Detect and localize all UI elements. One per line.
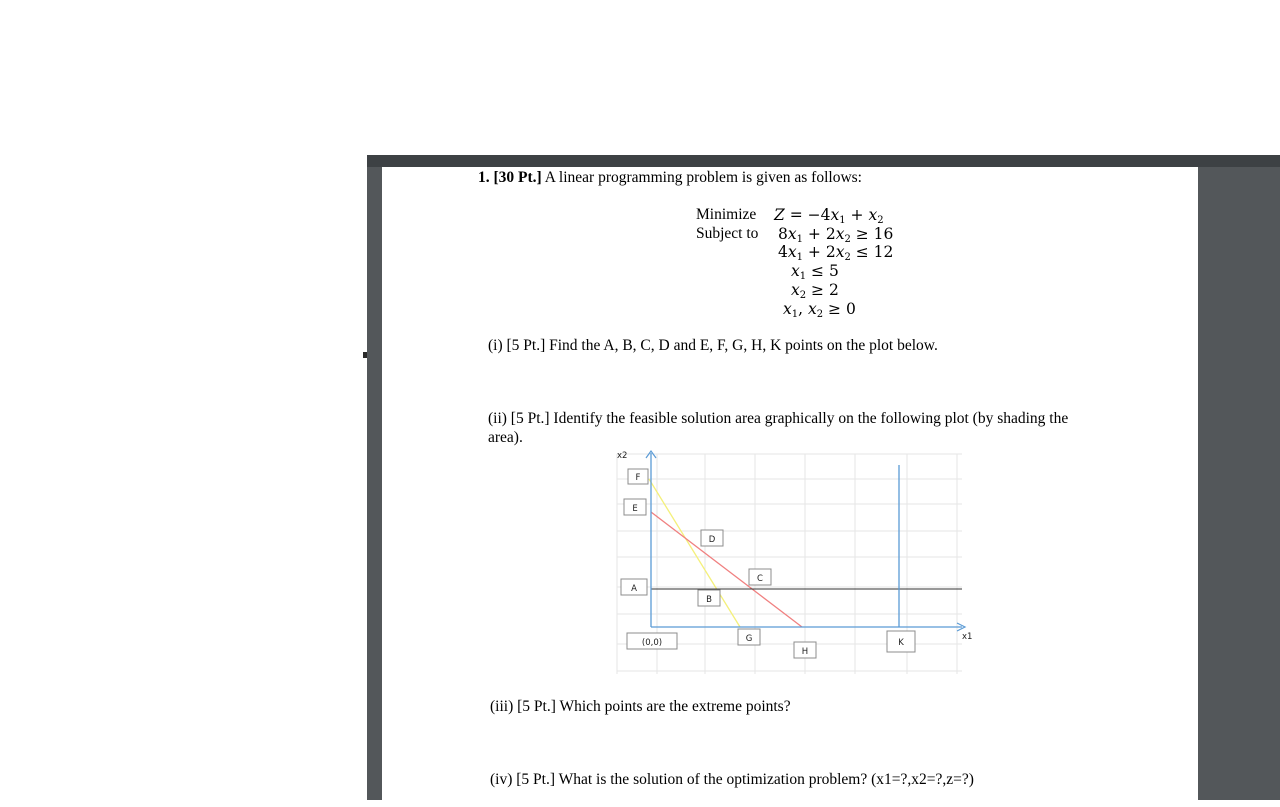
subject-to-label: Subject to	[696, 225, 759, 242]
svg-text:E: E	[632, 504, 638, 514]
constraint-3: $x_1 \le 5$	[791, 262, 839, 282]
svg-text:G: G	[745, 634, 753, 644]
point-label-d	[701, 530, 723, 546]
question-ii-line1: (ii) [5 Pt.] Identify the feasible solution area graphically on the following plot (by shading the	[488, 410, 1069, 427]
constraint-5: $x_1$, $x_2 \ge 0$	[783, 300, 856, 320]
objective-function: $Z = -4x_1 + x_2$	[774, 206, 884, 226]
problem-text: A linear programming problem is given as follows:	[541, 169, 862, 186]
svg-text:A: A	[631, 584, 637, 594]
point-label-k	[887, 631, 915, 652]
y-axis-label: x2	[617, 451, 628, 461]
pdf-viewer[interactable]	[367, 155, 1280, 800]
svg-text:K: K	[898, 638, 904, 648]
x-axis-label: x1	[962, 632, 973, 642]
point-label-c	[749, 569, 771, 585]
constraint-4: $x_2 \ge 2$	[791, 281, 839, 301]
question-iv: (iv) [5 Pt.] What is the solution of the optimization problem? (x1=?,x2=?,z=?)	[490, 771, 974, 788]
point-label-h	[794, 642, 816, 658]
svg-text:D: D	[708, 535, 716, 545]
question-i: (i) [5 Pt.] Find the A, B, C, D and E, F, G, H, K points on the plot below.	[488, 337, 938, 354]
svg-text:B: B	[706, 595, 712, 605]
problem-points: [30 Pt.]	[493, 169, 542, 186]
svg-text:C: C	[757, 574, 763, 584]
problem-heading	[478, 169, 862, 187]
viewer-top-bar	[367, 155, 1280, 167]
yellow-constraint-line	[649, 479, 740, 627]
constraint-1: $8x_1 + 2x_2 \ge 16$	[778, 225, 894, 245]
minimize-label: Minimize	[696, 206, 757, 223]
point-label-f	[628, 469, 648, 484]
point-label-g	[738, 629, 760, 645]
lp-plot	[607, 449, 973, 679]
question-iii: (iii) [5 Pt.] Which points are the extreme points?	[490, 698, 791, 715]
red-constraint-line	[651, 512, 802, 627]
svg-text:(0,0): (0,0)	[641, 638, 663, 648]
constraint-2: $4x_1 + 2x_2 \le 12$	[778, 243, 894, 263]
point-label-e	[624, 499, 646, 515]
point-label-origin	[627, 633, 677, 649]
problem-number: 1.	[478, 169, 490, 186]
svg-text:F: F	[635, 473, 641, 483]
svg-text:H: H	[801, 647, 809, 657]
point-label-a	[621, 579, 647, 595]
document-page	[382, 167, 1198, 807]
point-label-b	[698, 590, 720, 606]
question-ii-line2: area).	[488, 429, 523, 446]
left-edge-mark	[363, 352, 367, 358]
